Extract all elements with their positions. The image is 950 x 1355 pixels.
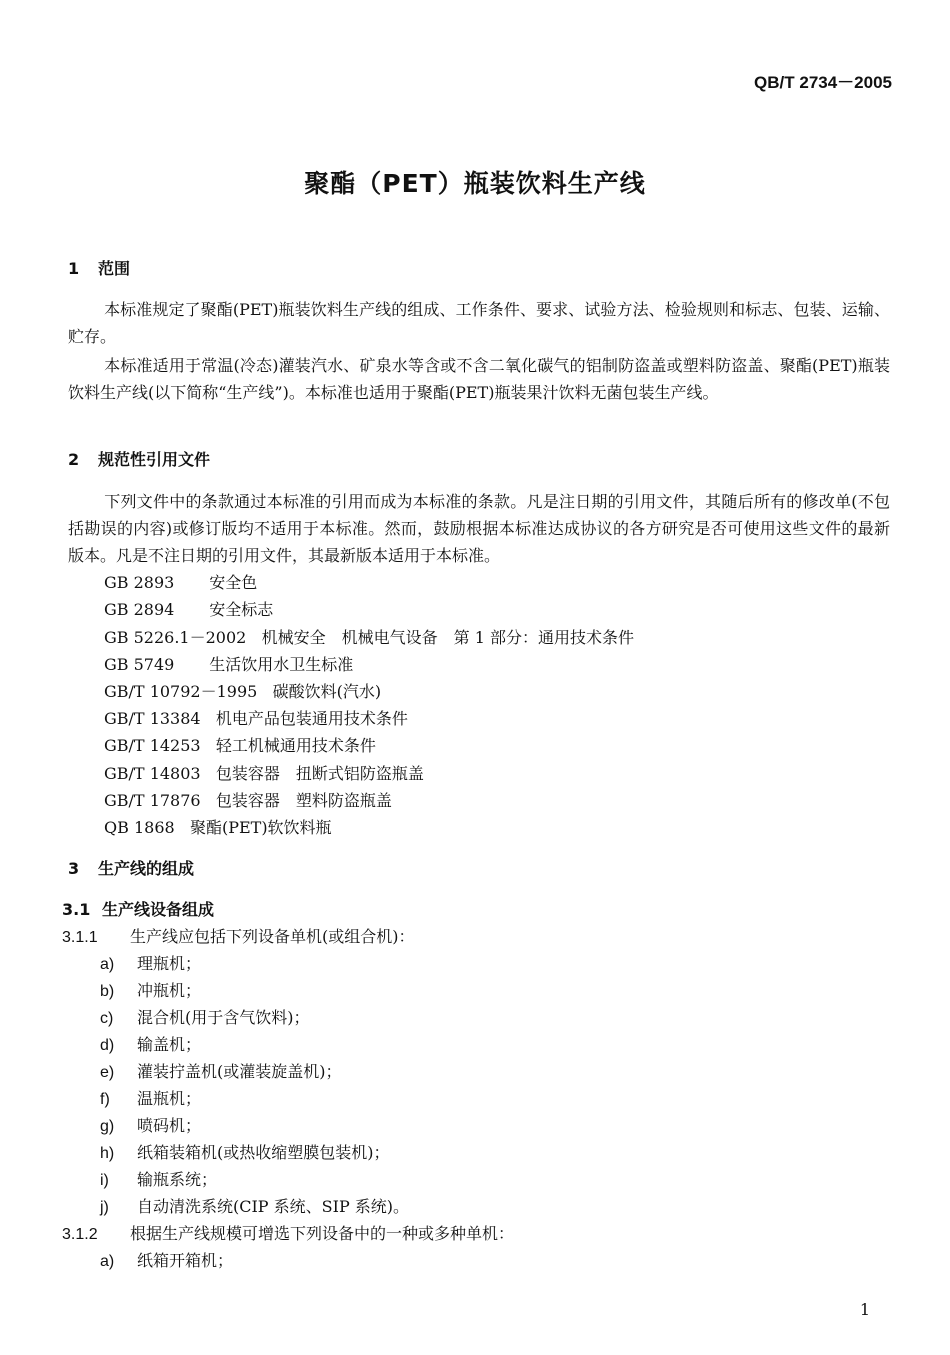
reference-name: 聚酯(PET)软饮料瓶 xyxy=(189,818,332,837)
clause-number: 3.1.2 xyxy=(62,1226,98,1243)
section-title: 生产线的组成 xyxy=(98,859,195,878)
section-number: 2 xyxy=(68,450,80,469)
reference-code: GB/T 14803 xyxy=(104,764,201,783)
reference-item xyxy=(104,570,257,593)
list-text: 温瓶机； xyxy=(137,1089,202,1108)
list-text: 纸箱开箱机； xyxy=(137,1251,234,1270)
reference-name: 机械安全 机械电气设备 第 1 部分：通用技术条件 xyxy=(261,628,634,647)
list-item xyxy=(100,1032,201,1055)
list-marker: d) xyxy=(100,1037,115,1054)
list-marker: h) xyxy=(100,1145,115,1162)
list-text: 喷码机； xyxy=(137,1116,202,1135)
list-item xyxy=(100,1086,201,1109)
section-title: 生产线设备组成 xyxy=(102,900,215,919)
reference-name: 安全色 xyxy=(209,573,258,592)
reference-code: GB/T 17876 xyxy=(104,791,201,810)
clause-number: 3.1.1 xyxy=(62,929,98,946)
list-text: 灌装拧盖机(或灌装旋盖机)； xyxy=(137,1062,342,1081)
clause-text: 根据生产线规模可增选下列设备中的一种或多种单机： xyxy=(130,1224,515,1243)
section-1-heading xyxy=(68,256,130,279)
list-marker: f) xyxy=(100,1091,110,1108)
section-1-paragraph-2 xyxy=(68,352,890,406)
clause-3-1-1 xyxy=(62,924,415,947)
list-text: 输瓶系统； xyxy=(137,1170,218,1189)
section-2-heading xyxy=(68,447,210,470)
reference-item xyxy=(104,652,353,675)
section-2-paragraph-1 xyxy=(68,488,890,569)
reference-name: 包装容器 塑料防盗瓶盖 xyxy=(215,791,392,810)
reference-code: GB 5226.1－2002 xyxy=(104,628,247,647)
reference-item xyxy=(104,679,381,702)
list-marker: c) xyxy=(100,1010,114,1027)
list-item xyxy=(100,1113,201,1136)
list-text: 冲瓶机； xyxy=(137,981,202,1000)
reference-item xyxy=(104,815,332,838)
standard-number: QB/T 2734－2005 xyxy=(754,73,892,92)
section-3-heading xyxy=(68,856,194,879)
list-item xyxy=(100,1167,217,1190)
section-title: 范围 xyxy=(98,259,131,278)
reference-name: 轻工机械通用技术条件 xyxy=(215,736,376,755)
reference-item xyxy=(104,706,408,729)
section-1-paragraph-1 xyxy=(68,296,890,350)
list-item xyxy=(100,1248,233,1271)
reference-code: QB 1868 xyxy=(104,818,175,837)
list-marker: j) xyxy=(100,1199,109,1216)
clause-text: 生产线应包括下列设备单机(或组合机)： xyxy=(130,927,415,946)
reference-item xyxy=(104,597,273,620)
list-text: 纸箱装箱机(或热收缩塑膜包装机)； xyxy=(137,1143,390,1162)
reference-code: GB/T 10792－1995 xyxy=(104,682,258,701)
clause-3-1-2 xyxy=(62,1221,514,1244)
paragraph-text: 本标准适用于常温(冷态)灌装汽水、矿泉水等含或不含二氧化碳气的铝制防盗盖或塑料防盗盖、聚酯(PET)瓶装饮料生产线(以下简称“生产线”)。本标准也适用于聚酯(PET)瓶装果汁饮料无菌包装生产线。 xyxy=(68,356,890,402)
section-number: 3 xyxy=(68,859,80,878)
list-marker: g) xyxy=(100,1118,115,1135)
reference-item xyxy=(104,761,424,784)
reference-item xyxy=(104,625,634,648)
reference-name: 碳酸饮料(汽水) xyxy=(272,682,382,701)
section-number: 3.1 xyxy=(62,900,91,919)
list-item xyxy=(100,1194,409,1217)
list-item xyxy=(100,1005,310,1028)
paragraph-text: 本标准规定了聚酯(PET)瓶装饮料生产线的组成、工作条件、要求、试验方法、检验规则和标志、包装、运输、贮存。 xyxy=(68,300,890,346)
reference-code: GB 5749 xyxy=(104,655,175,674)
reference-code: GB/T 13384 xyxy=(104,709,201,728)
list-text: 自动清洗系统(CIP 系统、SIP 系统)。 xyxy=(137,1197,410,1216)
list-text: 输盖机； xyxy=(137,1035,202,1054)
reference-name: 安全标志 xyxy=(209,600,274,619)
list-item xyxy=(100,978,201,1001)
list-text: 混合机(用于含气饮料)； xyxy=(137,1008,310,1027)
paragraph-text: 下列文件中的条款通过本标准的引用而成为本标准的条款。凡是注日期的引用文件，其随后所有的修改单(不包括勘误的内容)或修订版均不适用于本标准。然而，鼓励根据本标准达成协议的各方研究是否可使用这些文件的最新版本。凡是不注日期的引用文件，其最新版本适用于本标准。 xyxy=(68,492,890,565)
list-item xyxy=(100,1140,390,1163)
list-item xyxy=(100,1059,342,1082)
reference-code: GB/T 14253 xyxy=(104,736,201,755)
section-3-1-heading xyxy=(62,897,214,920)
document-title: 聚酯（PET）瓶装饮料生产线 xyxy=(304,169,646,198)
page-number: 1 xyxy=(859,1300,870,1319)
list-text: 理瓶机； xyxy=(137,954,202,973)
list-item xyxy=(100,951,201,974)
section-number: 1 xyxy=(68,259,80,278)
reference-name: 包装容器 扭断式铝防盗瓶盖 xyxy=(215,764,424,783)
reference-code: GB 2894 xyxy=(104,600,175,619)
list-marker: i) xyxy=(100,1172,109,1189)
reference-code: GB 2893 xyxy=(104,573,175,592)
reference-name: 生活饮用水卫生标准 xyxy=(209,655,354,674)
list-marker: b) xyxy=(100,983,115,1000)
section-title: 规范性引用文件 xyxy=(98,450,211,469)
list-marker: e) xyxy=(100,1064,115,1081)
list-marker: a) xyxy=(100,1253,115,1270)
reference-item xyxy=(104,788,392,811)
reference-item xyxy=(104,733,376,756)
reference-name: 机电产品包装通用技术条件 xyxy=(215,709,408,728)
list-marker: a) xyxy=(100,956,115,973)
